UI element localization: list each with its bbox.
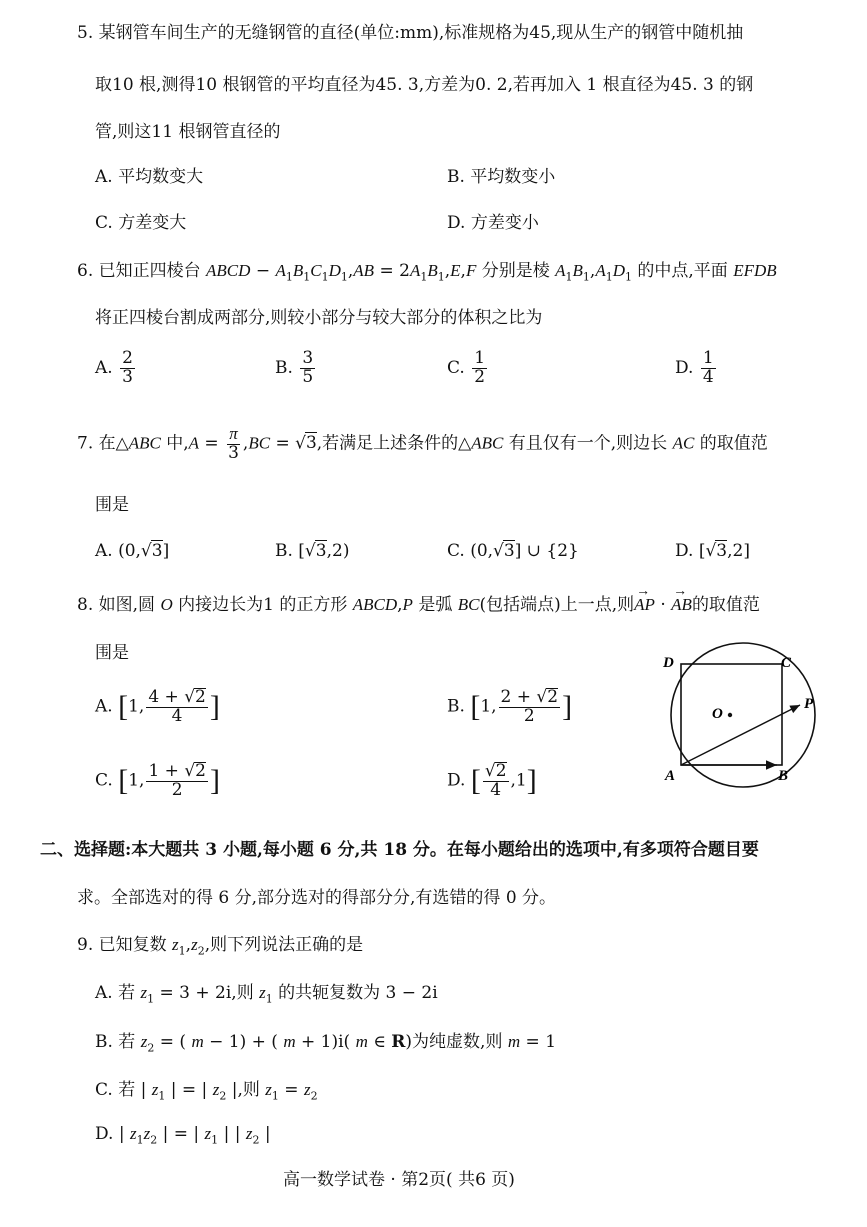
q8-option-d: D. [ $\frac{√2}{4}$ ,1] <box>447 761 537 800</box>
q9-option-a: A. 若 $z_1 = 3 + 2i$,则 $z_1$ 的共轭复数为 3 − 2i <box>95 983 438 1006</box>
q8-line1: 8. 如图,圆 O 内接边长为1 的正方形 ABCD,P 是弧 BC(包括端点)上一点,则→ AP · → AB的取值范 <box>77 590 760 615</box>
q9-option-d: D. | $z_1z_2$ | = | $z_1$ | | $z_2$ | <box>95 1124 271 1147</box>
q5-line1: 5. 某钢管车间生产的无缝钢管的直径(单位:mm),标准规格为45,现从生产的钢管中随机抽 <box>77 23 744 43</box>
svg-text:C: C <box>781 655 792 671</box>
section2-line2: 求。全部选对的得 6 分,部分选对的得部分分,有选错的得 0 分。 <box>77 888 557 908</box>
section2-line1: 二、选择题:本大题共 3 小题,每小题 6 分,共 18 分。在每小题给出的选项中,有多项符合题目要 <box>40 840 759 860</box>
q5-line3: 管,则这11 根钢管直径的 <box>95 122 281 142</box>
q5-option-d: D. 方差变小 <box>447 213 539 233</box>
svg-text:O: O <box>712 706 723 722</box>
q9-option-c: C. 若 | $z_1$ | = | $z_2$ |,则 $z_1 = z_2$ <box>95 1080 318 1103</box>
q5-line2: 取10 根,测得10 根钢管的平均直径为45. 3,方差为0. 2,若再加入 1 根直径为45. 3 的钢 <box>95 75 754 95</box>
q7-line1: 7. 在△ABC 中,A = $\frac{\pi}{3}$ ,BC = √3,若满足上述条件的△ABC 有且仅有一个,则边长 AC 的取值范 <box>77 424 768 463</box>
q5-option-a: A. 平均数变大 <box>95 167 204 187</box>
q5-option-b: B. 平均数变小 <box>447 167 556 187</box>
q7-option-c: C. (0,√3] ∪ {2} <box>447 541 579 561</box>
svg-text:A: A <box>665 768 676 784</box>
q9-line1: 9. 已知复数 $z_1,z_2$,则下列说法正确的是 <box>77 935 364 958</box>
q6-option-d: D. $\frac{1}{4}$ <box>675 348 714 387</box>
q8-option-c: C. [1, $\frac{1 + √2}{2}$ ] <box>95 761 220 800</box>
page-footer: 高一数学试卷 · 第2页( 共6 页) <box>283 1170 515 1190</box>
q8-option-b: B. [1, $\frac{2 + √2}{2}$ ] <box>447 687 573 726</box>
svg-text:B: B <box>778 768 789 784</box>
q7-option-b: B. [√3,2) <box>275 541 350 561</box>
q5-option-c: C. 方差变大 <box>95 213 187 233</box>
q6-line1: 6. 已知正四棱台 ABCD − $A_1B_1C_1D_1,AB = 2A_1B_1,E,F$ 分别是棱 $A_1B_1,A_1D_1$ 的中点,平面 EFDB <box>77 261 777 284</box>
q6-option-c: C. $\frac{1}{2}$ <box>447 348 486 387</box>
q6-option-a: A. $\frac{2}{3}$ <box>95 348 133 387</box>
q6-line2: 将正四棱台割成两部分,则较小部分与较大部分的体积之比为 <box>95 308 543 328</box>
q8-line2: 围是 <box>95 643 129 663</box>
q7-option-d: D. [√3,2] <box>675 541 750 561</box>
q7-option-a: A. (0,√3] <box>95 541 170 561</box>
svg-text:P: P <box>804 696 814 712</box>
q7-line2: 围是 <box>95 495 129 515</box>
circle-square-figure <box>630 640 840 800</box>
svg-text:D: D <box>663 655 674 671</box>
q9-option-b: B. 若 $z_2$ = ( m − 1) + ( m + 1)i( m ∈ R)为纯虚数,则 m = 1 <box>95 1032 557 1055</box>
q8-option-a: A. [1, $\frac{4 + √2}{4}$ ] <box>95 687 220 726</box>
q6-option-b: B. $\frac{3}{5}$ <box>275 348 314 387</box>
